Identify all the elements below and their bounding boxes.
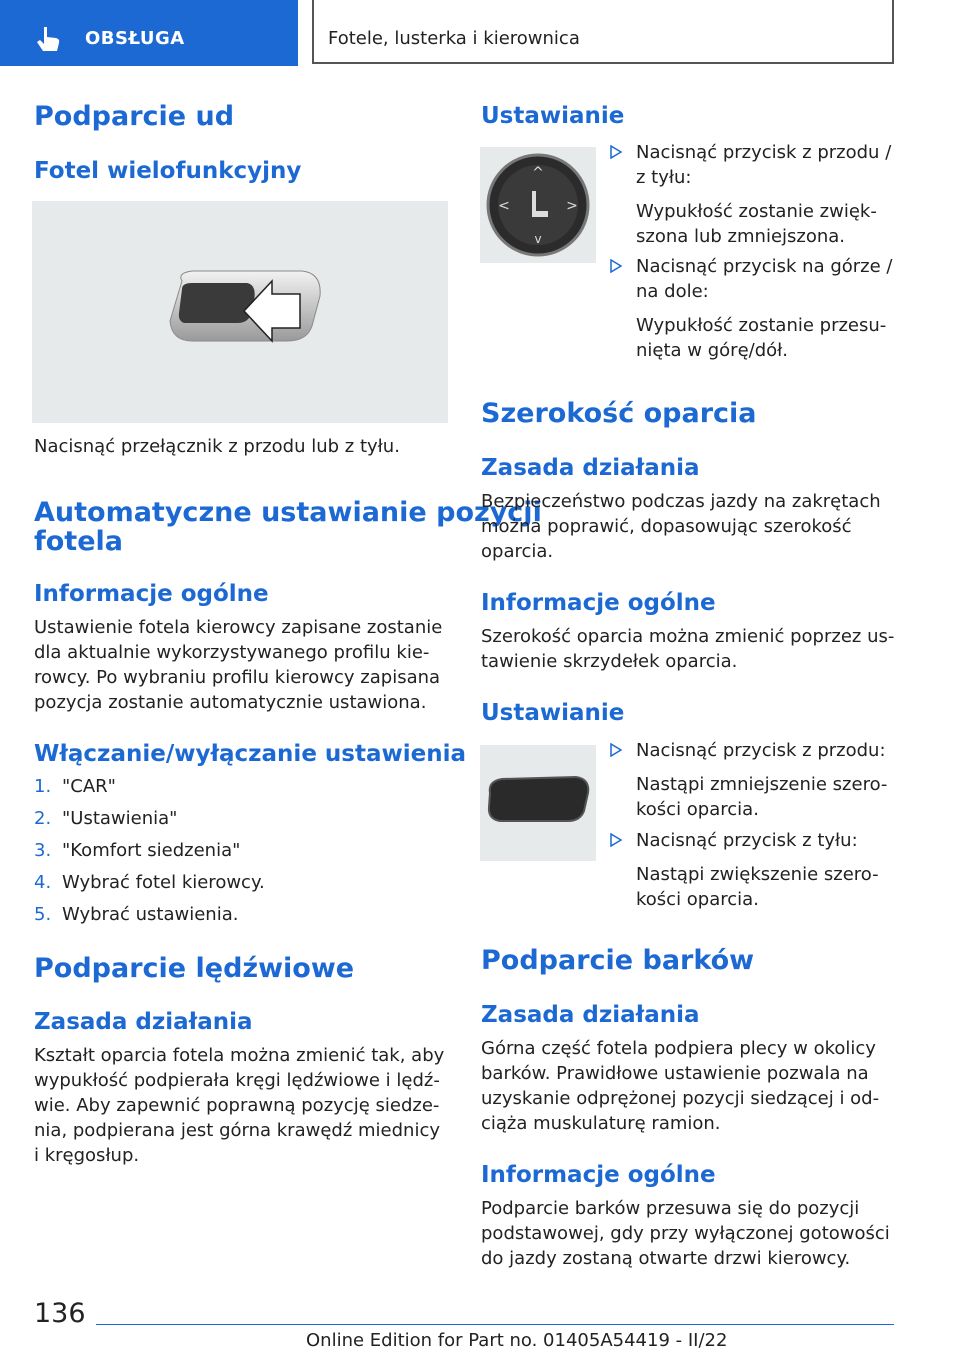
info-line: rowcy. Po wybraniu profilu kierowcy zapisana bbox=[34, 667, 441, 688]
chapter-title: Fotele, lusterka i kierownica bbox=[328, 28, 580, 49]
list-item: 5. Wybrać ustawienia. bbox=[34, 904, 239, 925]
switch-illustration bbox=[32, 201, 448, 423]
triangle-bullet-icon bbox=[610, 259, 622, 273]
info-line: Ustawienie fotela kierowcy zapisane zostanie bbox=[34, 617, 443, 638]
heading-fotel: Fotel wielofunkcyjny bbox=[34, 158, 302, 184]
bullet-item: Nacisnąć przycisk z tyłu: Nastąpi zwiększenie szero- kości oparcia. bbox=[610, 828, 879, 912]
zasada-line: Kształt oparcia fotela można zmienić tak, aby bbox=[34, 1045, 445, 1066]
page-number: 136 bbox=[34, 1298, 86, 1329]
heading-info-3: Informacje ogólne bbox=[481, 1162, 716, 1188]
info-line: pozycja zostanie automatycznie ustawiona. bbox=[34, 692, 427, 713]
zasada3-line: ciąża muskulaturę ramion. bbox=[481, 1113, 721, 1134]
backrest-width-button-image bbox=[480, 745, 596, 861]
zasada-line: wie. Aby zapewnić poprawną pozycję siedze- bbox=[34, 1095, 440, 1116]
footer-divider bbox=[96, 1324, 894, 1325]
bullet-item: Nacisnąć przycisk z przodu / z tyłu: Wypukłość zostanie zwięk- szona lub zmniejszona. bbox=[610, 140, 891, 249]
caption-thigh: Nacisnąć przełącznik z przodu lub z tyłu. bbox=[34, 436, 400, 457]
svg-text:^: ^ bbox=[532, 165, 544, 181]
thigh-support-switch-image bbox=[32, 201, 448, 423]
hand-pointer-icon bbox=[34, 25, 64, 53]
heading-info-2: Informacje ogólne bbox=[481, 590, 716, 616]
zasada-line: wypukłość podpierała kręgi lędźwiowe i lędź- bbox=[34, 1070, 440, 1091]
heading-ustawianie-2: Ustawianie bbox=[481, 700, 625, 726]
zasada3-line: uzyskanie odprężonej pozycji siedzącej i od- bbox=[481, 1088, 880, 1109]
edition-note: Online Edition for Part no. 01405A54419 - II/22 bbox=[306, 1330, 728, 1351]
zasada3-line: barków. Prawidłowe ustawienie pozwala na bbox=[481, 1063, 869, 1084]
list-item: 2. "Ustawienia" bbox=[34, 808, 178, 829]
bullet-item: Nacisnąć przycisk z przodu: Nastąpi zmniejszenie szero- kości oparcia. bbox=[610, 738, 887, 822]
heading-podparcie-ud: Podparcie ud bbox=[34, 101, 235, 132]
list-item: 3. "Komfort siedzenia" bbox=[34, 840, 241, 861]
chapter-header bbox=[312, 0, 894, 64]
svg-text:v: v bbox=[534, 232, 542, 246]
lumbar-button-image bbox=[480, 147, 596, 263]
heading-ledzwiowe: Podparcie lędźwiowe bbox=[34, 953, 355, 984]
svg-text:>: > bbox=[566, 198, 578, 214]
triangle-bullet-icon bbox=[610, 833, 622, 847]
heading-auto-1: Automatyczne ustawianie pozycji bbox=[34, 497, 542, 528]
width-button-illustration bbox=[480, 745, 596, 861]
heading-wlacz: Włączanie/wyłączanie ustawienia bbox=[34, 741, 467, 767]
info3-line: do jazdy zostaną otwarte drzwi kierowcy. bbox=[481, 1248, 851, 1269]
bullet-item: Nacisnąć przycisk na górze / na dole: Wypukłość zostanie przesu- nięta w górę/dół. bbox=[610, 254, 892, 363]
info2-line: Szerokość oparcia można zmienić poprzez us- bbox=[481, 626, 895, 647]
list-item: 1. "CAR" bbox=[34, 776, 116, 797]
zasada-line: nia, podpierana jest górna krawędź miednicy bbox=[34, 1120, 440, 1141]
info-line: dla aktualnie wykorzystywanego profilu kie- bbox=[34, 642, 430, 663]
heading-zasada-1: Zasada działania bbox=[34, 1009, 253, 1035]
heading-auto-2: fotela bbox=[34, 526, 123, 557]
section-label: OBSŁUGA bbox=[85, 28, 185, 49]
heading-szerokosc: Szerokość oparcia bbox=[481, 398, 757, 429]
section-tab bbox=[0, 0, 298, 66]
heading-barki: Podparcie barków bbox=[481, 945, 755, 976]
zasada2-line: Bezpieczeństwo podczas jazdy na zakrętach bbox=[481, 491, 881, 512]
svg-text:<: < bbox=[498, 198, 510, 214]
triangle-bullet-icon bbox=[610, 145, 622, 159]
heading-zasada-2: Zasada działania bbox=[481, 455, 700, 481]
heading-info-1: Informacje ogólne bbox=[34, 581, 269, 607]
zasada3-line: Górna część fotela podpiera plecy w okolicy bbox=[481, 1038, 876, 1059]
info2-line: tawienie skrzydełek oparcia. bbox=[481, 651, 738, 672]
info3-line: podstawowej, gdy przy wyłączonej gotowości bbox=[481, 1223, 890, 1244]
zasada-line: i kręgosłup. bbox=[34, 1145, 140, 1166]
info3-line: Podparcie barków przesuwa się do pozycji bbox=[481, 1198, 860, 1219]
heading-zasada-3: Zasada działania bbox=[481, 1002, 700, 1028]
lumbar-button-illustration bbox=[480, 147, 596, 263]
zasada2-line: oparcia. bbox=[481, 541, 554, 562]
list-item: 4. Wybrać fotel kierowcy. bbox=[34, 872, 265, 893]
triangle-bullet-icon bbox=[610, 743, 622, 757]
heading-ustawianie-1: Ustawianie bbox=[481, 103, 625, 129]
zasada2-line: można poprawić, dopasowując szerokość bbox=[481, 516, 852, 537]
